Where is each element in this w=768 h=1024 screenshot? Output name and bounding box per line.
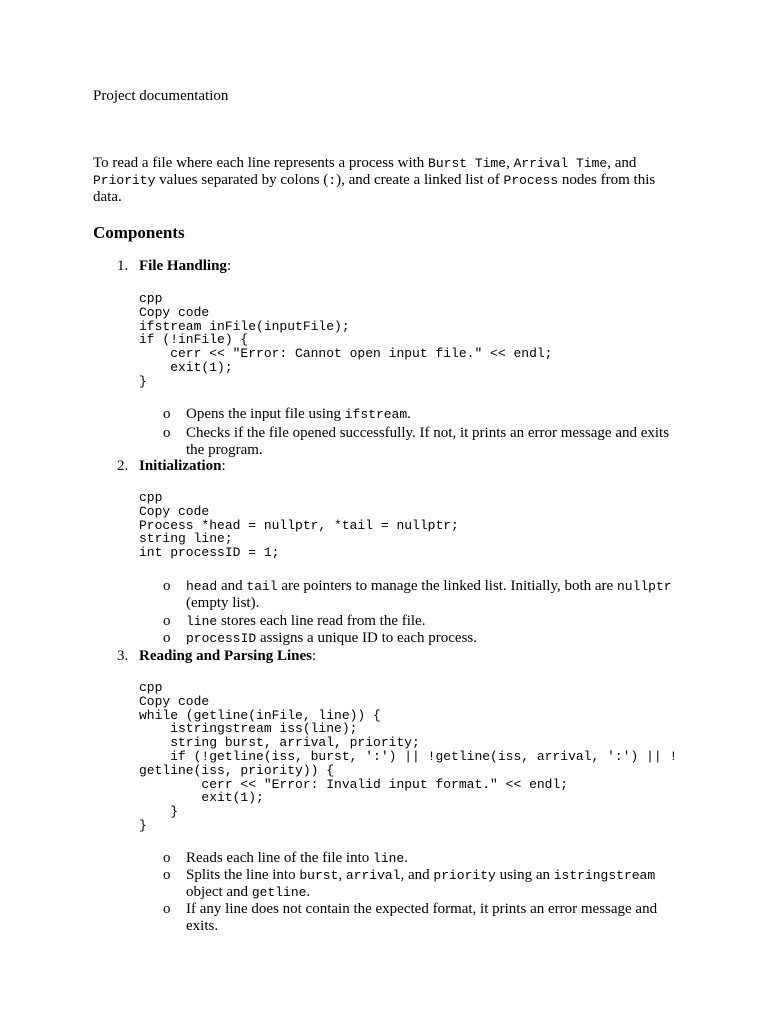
bullet-marker: o bbox=[163, 578, 171, 594]
bullet-text: Splits the line into bbox=[186, 867, 300, 883]
bullet-marker: o bbox=[163, 613, 171, 629]
code-line: line bbox=[373, 851, 405, 866]
item-title-text: File Handling bbox=[139, 258, 227, 274]
code-getline: getline bbox=[251, 885, 307, 900]
bullet-text: , bbox=[338, 867, 346, 883]
bullet-marker: o bbox=[163, 425, 171, 441]
item-title-text: Initialization bbox=[139, 458, 222, 474]
code-line: line bbox=[186, 614, 218, 629]
code-process: Process bbox=[503, 173, 559, 188]
bullet-text: object and bbox=[186, 884, 252, 900]
bullet-marker: o bbox=[163, 850, 171, 866]
item-title-reading-parsing bbox=[139, 648, 316, 665]
list-number: 2. bbox=[117, 458, 129, 474]
list-item bbox=[186, 867, 686, 901]
bullet-text: (empty list). bbox=[186, 595, 260, 611]
bullet-marker: o bbox=[163, 867, 171, 883]
list-item bbox=[186, 578, 686, 612]
item-title-colon: : bbox=[226, 258, 232, 274]
code-priority: priority bbox=[433, 868, 496, 883]
code-colon: : bbox=[328, 173, 337, 188]
code-arrival: arrival bbox=[345, 868, 401, 883]
intro-text: ), and create a linked list of bbox=[336, 172, 504, 188]
code-block-initialization: cpp Copy code Process *head = nullptr, *tail = nullptr; string line; int processID = 1; bbox=[139, 490, 459, 561]
code-ifstream: ifstream bbox=[344, 407, 408, 422]
item-title-colon: : bbox=[221, 458, 226, 474]
bullet-text: are pointers to manage the linked list. Initially, both are bbox=[277, 578, 617, 594]
code-head: head bbox=[186, 579, 218, 594]
bullet-text: assigns a unique ID to each process. bbox=[256, 630, 477, 646]
bullet-text: . bbox=[306, 884, 311, 900]
code-burst-time: Burst Time bbox=[428, 156, 507, 171]
bullet-text: stores each line read from the file. bbox=[217, 613, 426, 629]
list-item bbox=[186, 406, 686, 423]
components-heading: Components bbox=[93, 223, 185, 242]
code-istringstream: istringstream bbox=[553, 868, 656, 883]
code-priority: Priority bbox=[93, 173, 156, 188]
bullet-text: Opens the input file using bbox=[186, 406, 345, 422]
bullet-marker: o bbox=[163, 406, 171, 422]
bullet-marker: o bbox=[163, 901, 171, 917]
intro-text: , bbox=[506, 155, 514, 171]
list-number: 3. bbox=[117, 648, 129, 664]
code-processid: processID bbox=[186, 631, 257, 646]
intro-text: nodes from this data. bbox=[93, 172, 656, 205]
bullet-text: . bbox=[404, 850, 408, 866]
bullet-text: using an bbox=[495, 867, 554, 883]
list-item: If any line does not contain the expected format, it prints an error message and exits. bbox=[186, 901, 658, 934]
code-block-reading-parsing: cpp Copy code while (getline(inFile, line)) { istringstream iss(line); string burst, arrival, priority; if (!getline(iss, burst, ':') || !getline(iss, arrival, ':') || ! getline(iss, priority)) { cerr << "Error: Invalid input format." << endl; exit(1); } } bbox=[139, 680, 678, 833]
item-title-text: Reading and Parsing Lines bbox=[139, 648, 312, 664]
list-item bbox=[186, 613, 686, 630]
bullet-text: . bbox=[407, 406, 411, 422]
intro-text: , and bbox=[607, 155, 637, 171]
intro-paragraph bbox=[93, 155, 683, 206]
intro-text: To read a file where each line represents a process with bbox=[93, 155, 429, 171]
bullet-marker: o bbox=[163, 630, 171, 646]
document-title: Project documentation bbox=[93, 88, 229, 104]
code-block-file-handling: cpp Copy code ifstream inFile(inputFile); if (!inFile) { cerr << "Error: Cannot open input file." << endl; exit(1); } bbox=[139, 291, 553, 389]
bullet-text: Reads each line of the file into bbox=[186, 850, 374, 866]
item-title-file-handling bbox=[139, 258, 231, 275]
list-item bbox=[186, 630, 686, 647]
code-arrival-time: Arrival Time bbox=[513, 156, 608, 171]
bullet-text: and bbox=[217, 578, 247, 594]
intro-text: values separated by colons ( bbox=[155, 172, 329, 188]
bullet-text: , and bbox=[400, 867, 434, 883]
item-title-initialization bbox=[139, 458, 226, 475]
code-tail: tail bbox=[246, 579, 278, 594]
code-burst: burst bbox=[299, 868, 339, 883]
list-number: 1. bbox=[117, 258, 129, 274]
list-item bbox=[186, 850, 686, 867]
code-nullptr: nullptr bbox=[616, 579, 672, 594]
item-title-colon: : bbox=[311, 648, 317, 664]
list-item: Checks if the file opened successfully. If not, it prints an error message and exits the program. bbox=[186, 425, 670, 458]
